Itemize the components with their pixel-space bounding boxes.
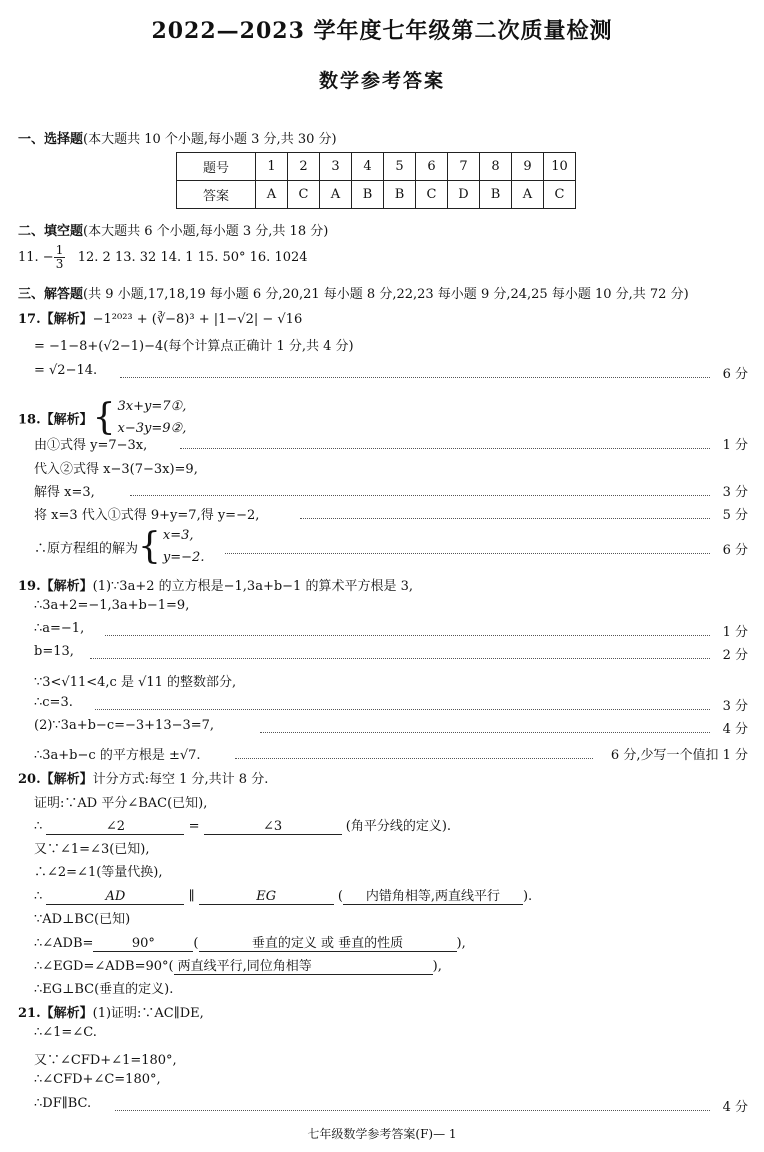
section-2-heading: 二、填空题	[18, 224, 84, 239]
table-cell: A	[256, 181, 288, 209]
q20-line-0	[18, 768, 268, 787]
q19-label: 19.【解析】	[18, 579, 93, 594]
answer-blank-4: EG	[199, 889, 334, 905]
q18-solution-label: ∴原方程组的解为	[34, 541, 139, 557]
q18-score-5: 6 分	[722, 543, 748, 558]
q19-text-1: (1)∵3a+2 的立方根是−1,3a+b−1 的算术平方根是 3,	[92, 579, 413, 594]
section-3-header	[18, 283, 689, 302]
q21-text-1: (1)证明:∵AC∥DE,	[92, 1006, 204, 1021]
table-cell: 2	[288, 153, 320, 181]
page-footer: 七年级数学参考答案(F)— 1	[307, 1127, 457, 1141]
fraction-numerator: 1	[55, 243, 64, 257]
table-cell: B	[352, 181, 384, 209]
table-cell: 3	[320, 153, 352, 181]
text: (	[337, 889, 343, 904]
q11-fraction	[54, 244, 66, 271]
q19-line-1	[18, 575, 413, 594]
q17-line-1	[18, 308, 302, 327]
q19-line-2: ∴3a+2=−1,3a+b−1=9,	[34, 598, 190, 613]
table-cell: 6	[416, 153, 448, 181]
leader-dots	[130, 495, 710, 496]
table-row-head: 答案	[177, 181, 256, 209]
q21-line-1	[18, 1002, 204, 1021]
q18-line-3: 代入②式得 x−3(7−3x)=9,	[34, 462, 198, 477]
table-cell: 9	[512, 153, 544, 181]
leader-dots	[105, 635, 710, 636]
text: (	[193, 936, 199, 951]
q21-line-5: ∴DF∥BC.	[34, 1096, 92, 1111]
text: ∥	[188, 889, 195, 904]
leader-dots	[300, 518, 710, 519]
q18-score-3: 3 分	[722, 485, 748, 500]
answer-table	[176, 152, 576, 209]
answer-blank-2: ∠3	[204, 819, 342, 835]
solution-x: x=3,	[162, 528, 194, 543]
table-cell: 4	[352, 153, 384, 181]
table-cell: C	[416, 181, 448, 209]
q18-label: 18.【解析】	[18, 412, 93, 428]
q19-score-3: 1 分	[722, 625, 748, 640]
section-1-note: (本大题共 10 个小题,每小题 3 分,共 30 分)	[83, 132, 337, 147]
solution-system	[163, 525, 205, 569]
table-cell: 1	[256, 153, 288, 181]
text: ∴	[34, 889, 43, 904]
q19-line-5: ∵3<√11<4,c 是 √11 的整数部分,	[34, 675, 237, 690]
fraction-denominator: 3	[55, 257, 64, 271]
leader-dots	[95, 709, 710, 710]
table-cell: C	[288, 181, 320, 209]
q21-line-2: ∴∠1=∠C.	[34, 1025, 97, 1040]
answer-blank-5: 内错角相等,两直线平行	[343, 885, 523, 905]
text: ∴∠EGD=∠ADB=90°(	[34, 959, 174, 974]
q20-line-9: ∴EG⊥BC(垂直的定义).	[34, 982, 174, 997]
leader-dots	[225, 553, 710, 554]
page-subtitle: 数学参考答案	[318, 70, 445, 92]
text: =	[188, 819, 200, 834]
q19-score-7: 4 分	[722, 722, 748, 737]
q19-score-6: 3 分	[722, 699, 748, 714]
q19-score-4: 2 分	[722, 648, 748, 663]
table-cell: B	[480, 181, 512, 209]
section-1-header	[18, 128, 337, 147]
q20-line-3: 又∵∠1=∠3(已知),	[34, 842, 150, 857]
q19-line-3: ∴a=−1,	[34, 621, 85, 636]
q20-line-1: 证明:∵AD 平分∠BAC(已知),	[34, 796, 208, 811]
q17-line-2: = −1−8+(√2−1)−4(每个计算点正确计 1 分,共 4 分)	[34, 339, 354, 354]
text: ),	[432, 959, 442, 974]
table-cell: 5	[384, 153, 416, 181]
solution-y: y=−2.	[162, 550, 205, 565]
answer-table-number-row	[177, 153, 576, 181]
text: ∴	[34, 819, 43, 834]
table-cell: 8	[480, 153, 512, 181]
answer-blank-3: AD	[46, 889, 184, 905]
text: (角平分线的定义).	[345, 819, 452, 834]
q20-scoring-note: 计分方式:每空 1 分,共计 8 分.	[92, 772, 269, 787]
fill-blank-answers	[18, 244, 308, 271]
q17-label: 17.【解析】	[18, 312, 93, 327]
answer-blank-8: 两直线平行,同位角相等	[174, 955, 433, 975]
q20-line-4: ∴∠2=∠1(等量代换),	[34, 865, 163, 880]
table-cell: 7	[448, 153, 480, 181]
q21-line-4: ∴∠CFD+∠C=180°,	[34, 1072, 161, 1087]
q19-line-7: (2)∵3a+b−c=−3+13−3=7,	[34, 718, 215, 733]
leader-dots	[260, 732, 710, 733]
q11-label: 11. −	[18, 250, 54, 265]
q20-label: 20.【解析】	[18, 772, 93, 787]
equation-1: 3x+y=7①,	[117, 399, 187, 414]
equation-2: x−3y=9②,	[117, 421, 187, 436]
section-3-heading: 三、解答题	[18, 287, 84, 302]
table-cell: 10	[544, 153, 576, 181]
section-3-note: (共 9 小题,17,18,19 每小题 6 分,20,21 每小题 8 分,22,23 每小题 9 分,24,25 每小题 10 分,共 72 分)	[83, 287, 689, 302]
answer-blank-1: ∠2	[46, 819, 184, 835]
left-brace: {	[138, 526, 161, 567]
leader-dots	[235, 758, 593, 759]
table-cell: A	[512, 181, 544, 209]
q20-line-5	[34, 885, 532, 905]
table-cell: D	[448, 181, 480, 209]
page-title: 2022—2023 学年度七年级第二次质量检测	[151, 18, 613, 44]
q21-score-5: 4 分	[722, 1100, 748, 1115]
q19-line-4: b=13,	[34, 644, 74, 659]
text: ),	[456, 936, 466, 951]
text: ).	[522, 889, 533, 904]
section-2-note: (本大题共 6 个小题,每小题 3 分,共 18 分)	[83, 224, 329, 239]
leader-dots	[115, 1110, 710, 1111]
q19-score-8: 6 分,少写一个值扣 1 分	[610, 748, 748, 763]
q20-line-7	[34, 932, 466, 952]
q19-line-6: ∴c=3.	[34, 695, 73, 710]
q19-line-8: ∴3a+b−c 的平方根是 ±√7.	[34, 748, 201, 763]
q18-line-4: 解得 x=3,	[34, 485, 95, 500]
answer-table-answer-row	[177, 181, 576, 209]
leader-dots	[180, 448, 710, 449]
answer-blank-7: 垂直的定义 或 垂直的性质	[199, 932, 457, 952]
section-2-header	[18, 220, 328, 239]
q18-line-6	[34, 525, 204, 569]
q17-line-3: = √2−14.	[34, 363, 98, 378]
q18-score-4: 5 分	[722, 508, 748, 523]
q17-expression: −1²⁰²³ + (∛−8)³ + |1−√2| − √16	[92, 312, 303, 327]
table-row-head: 题号	[177, 153, 256, 181]
q18-score-1: 1 分	[722, 438, 748, 453]
q21-label: 21.【解析】	[18, 1006, 93, 1021]
q20-line-8	[34, 955, 442, 975]
text: ∴∠ADB=	[34, 936, 94, 951]
leader-dots	[90, 658, 710, 659]
table-cell: B	[384, 181, 416, 209]
left-brace: {	[92, 397, 116, 438]
q20-line-6: ∵AD⊥BC(已知)	[34, 912, 131, 927]
leader-dots	[120, 377, 710, 378]
fill-answers-rest: 12. 2 13. 32 14. 1 15. 50° 16. 1024	[77, 250, 308, 265]
q21-line-3: 又∵∠CFD+∠1=180°,	[34, 1053, 177, 1068]
q17-score-3: 6 分	[722, 367, 748, 382]
answer-blank-6: 90°	[93, 936, 193, 952]
q18-line-5: 将 x=3 代入①式得 9+y=7,得 y=−2,	[34, 508, 260, 523]
q20-line-2	[34, 815, 451, 835]
table-cell: A	[320, 181, 352, 209]
q18-line-2: 由①式得 y=7−3x,	[34, 438, 148, 453]
table-cell: C	[544, 181, 576, 209]
section-1-heading: 一、选择题	[18, 132, 84, 147]
